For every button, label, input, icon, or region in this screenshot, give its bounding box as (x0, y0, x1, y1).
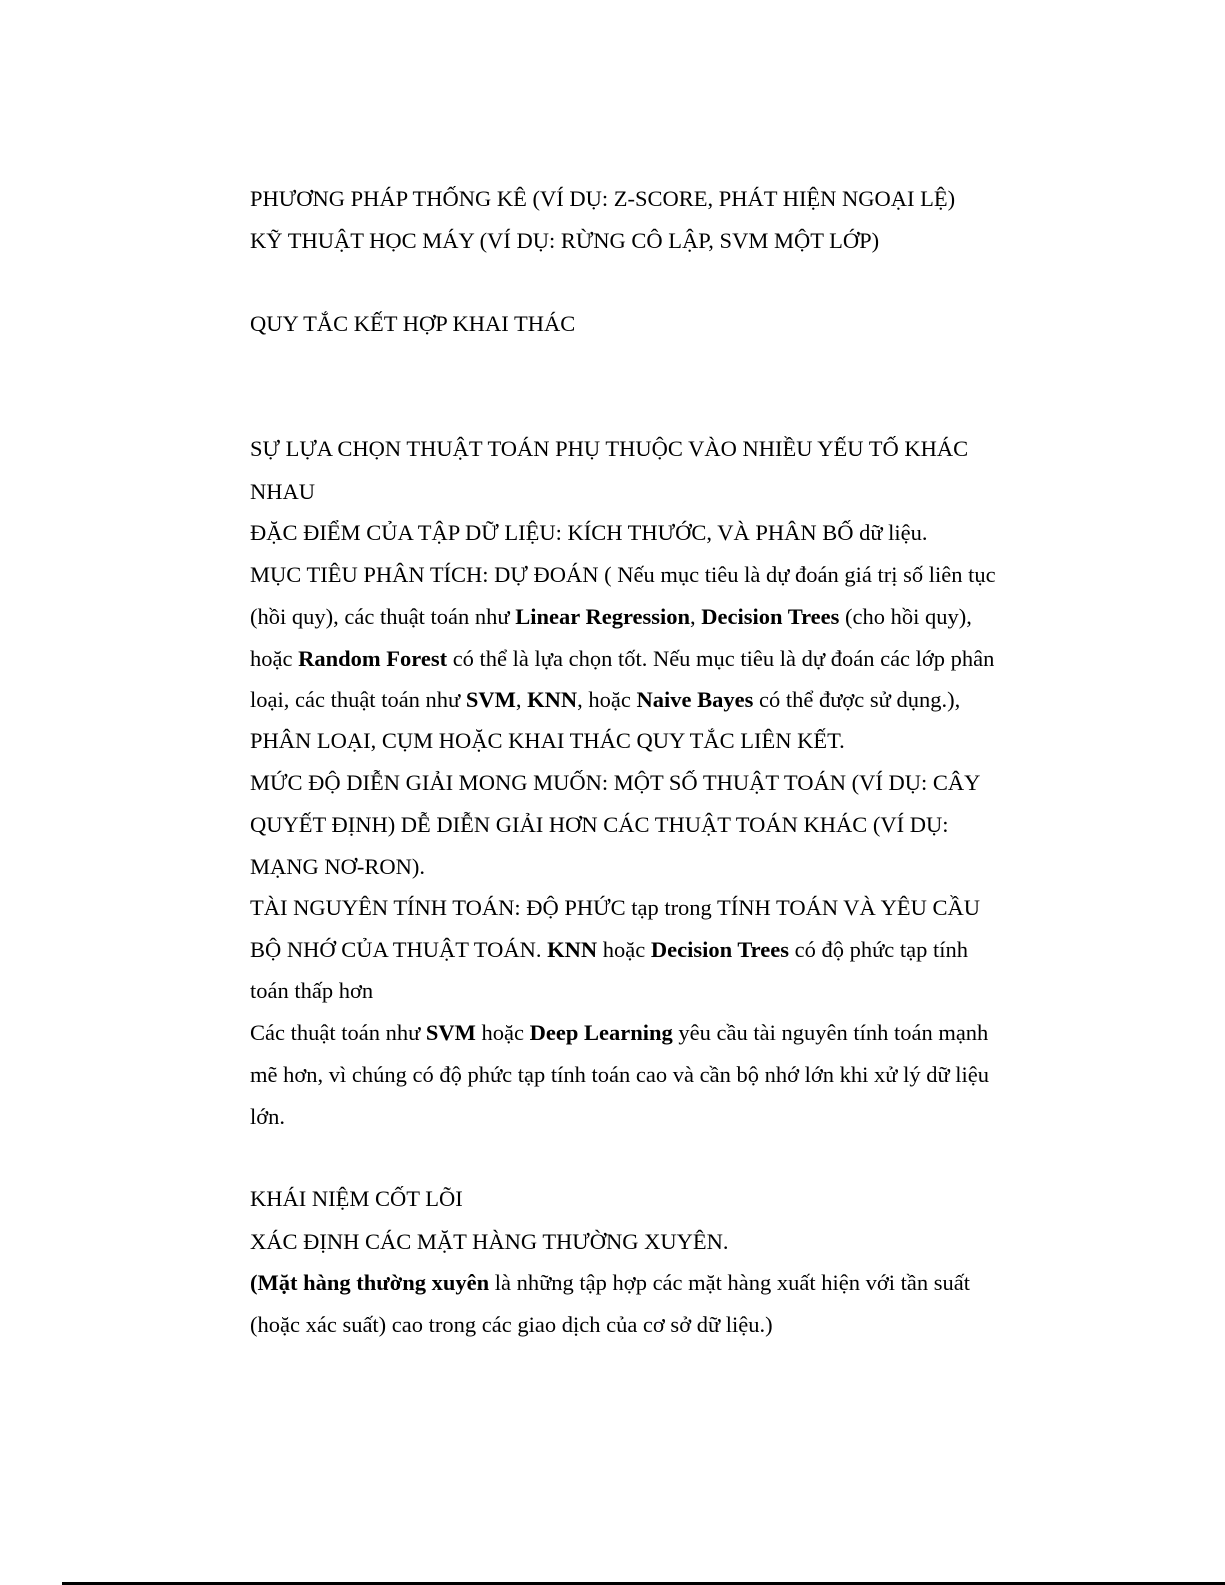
section-heading (250, 1185, 1070, 1213)
text-line (250, 686, 1070, 714)
text-line (250, 561, 1070, 589)
text-run: MỤC TIÊU PHÂN TÍCH: DỰ ĐOÁN ( Nếu mục tiêu là dự đoán giá trị số liên tục (250, 562, 996, 587)
bold-term: SVM (425, 1020, 476, 1045)
text-run: BỘ NHỚ CỦA THUẬT TOÁN. (250, 937, 548, 962)
text-run: (hồi quy), các thuật toán như (250, 604, 516, 629)
bold-term: Decision Trees (701, 604, 840, 629)
text-line (250, 1311, 1070, 1339)
text-run: NHAU (250, 479, 315, 504)
text-run: , (690, 604, 702, 629)
text-run: hoặc (597, 937, 651, 962)
text-line (250, 227, 1070, 255)
text-run: KỸ THUẬT HỌC MÁY (VÍ DỤ: RỪNG CÔ LẬP, SVM MỘT LỚP) (250, 228, 880, 253)
bold-term: Linear Regression (515, 604, 691, 629)
text-run: (hoặc xác suất) cao trong các giao dịch của cơ sở dữ liệu.) (250, 1312, 773, 1337)
text-run: KHÁI NIỆM CỐT LÕI (250, 1186, 463, 1211)
text-run: toán thấp hơn (250, 978, 374, 1003)
text-line (250, 1103, 1070, 1131)
text-run: loại, các thuật toán như (250, 687, 466, 712)
text-run: lớn. (250, 1104, 286, 1129)
text-run: hoặc (475, 1020, 530, 1045)
text-run: , hoặc (577, 687, 637, 712)
text-run: Các thuật toán như (250, 1020, 426, 1045)
text-line (250, 519, 1070, 547)
text-line (250, 478, 1070, 506)
bold-term: SVM (465, 687, 516, 712)
text-run: , (515, 687, 528, 712)
text-run: SỰ LỰA CHỌN THUẬT TOÁN PHỤ THUỘC VÀO NHIỀU YẾU TỐ KHÁC (250, 436, 969, 461)
text-line (250, 894, 1070, 922)
text-line (250, 1228, 1070, 1256)
text-run: QUY TẮC KẾT HỢP KHAI THÁC (250, 311, 576, 336)
text-line (250, 603, 1070, 631)
text-run: ĐẶC ĐIỂM CỦA TẬP DỮ LIỆU: KÍCH THƯỚC, VÀ PHÂN BỐ dữ liệu. (250, 520, 928, 545)
bold-term: (Mặt hàng thường xuyên (250, 1270, 490, 1295)
text-line (250, 727, 1070, 755)
text-line (250, 853, 1070, 881)
text-run: hoặc (250, 646, 299, 671)
text-line (250, 185, 1070, 213)
text-run: QUYẾT ĐỊNH) DỄ DIỄN GIẢI HƠN CÁC THUẬT TOÁN KHÁC (VÍ DỤ: (250, 812, 949, 837)
text-run: có độ phức tạp tính (788, 937, 969, 962)
text-line (250, 645, 1070, 673)
text-line (250, 1061, 1070, 1089)
text-line (250, 435, 1070, 463)
bold-term: KNN (547, 937, 598, 962)
text-run: (cho hồi quy), (839, 604, 972, 629)
text-run: là những tập hợp các mặt hàng xuất hiện với tần suất (489, 1270, 970, 1295)
text-run: có thể là lựa chọn tốt. Nếu mục tiêu là dự đoán các lớp phân (447, 646, 995, 671)
text-run: PHÂN LOẠI, CỤM HOẶC KHAI THÁC QUY TẮC LIÊN KẾT. (250, 728, 845, 753)
text-run: XÁC ĐỊNH CÁC MẶT HÀNG THƯỜNG XUYÊN. (250, 1229, 729, 1254)
bold-term: Naive Bayes (636, 687, 754, 712)
text-line (250, 1019, 1070, 1047)
bold-term: Deep Learning (529, 1020, 673, 1045)
text-run: mẽ hơn, vì chúng có độ phức tạp tính toán cao và cần bộ nhớ lớn khi xử lý dữ liệu (250, 1062, 990, 1087)
bold-term: KNN (527, 687, 578, 712)
text-line (250, 977, 1070, 1005)
text-line (250, 811, 1070, 839)
text-run: MẠNG NƠ-RON). (250, 854, 425, 879)
text-line (250, 769, 1070, 797)
bold-term: Random Forest (298, 646, 448, 671)
text-run: TÀI NGUYÊN TÍNH TOÁN: ĐỘ PHỨC tạp trong TÍNH TOÁN VÀ YÊU CẦU (250, 895, 980, 920)
text-run: yêu cầu tài nguyên tính toán mạnh (672, 1020, 989, 1045)
text-line (250, 936, 1070, 964)
text-run: MỨC ĐỘ DIỄN GIẢI MONG MUỐN: MỘT SỐ THUẬT TOÁN (VÍ DỤ: CÂY (250, 770, 981, 795)
text-run: có thể được sử dụng.), (753, 687, 961, 712)
text-line (250, 1269, 1070, 1297)
bold-term: Decision Trees (650, 937, 789, 962)
section-heading (250, 310, 1070, 338)
text-run: PHƯƠNG PHÁP THỐNG KÊ (VÍ DỤ: Z-SCORE, PHÁT HIỆN NGOẠI LỆ) (250, 186, 956, 211)
